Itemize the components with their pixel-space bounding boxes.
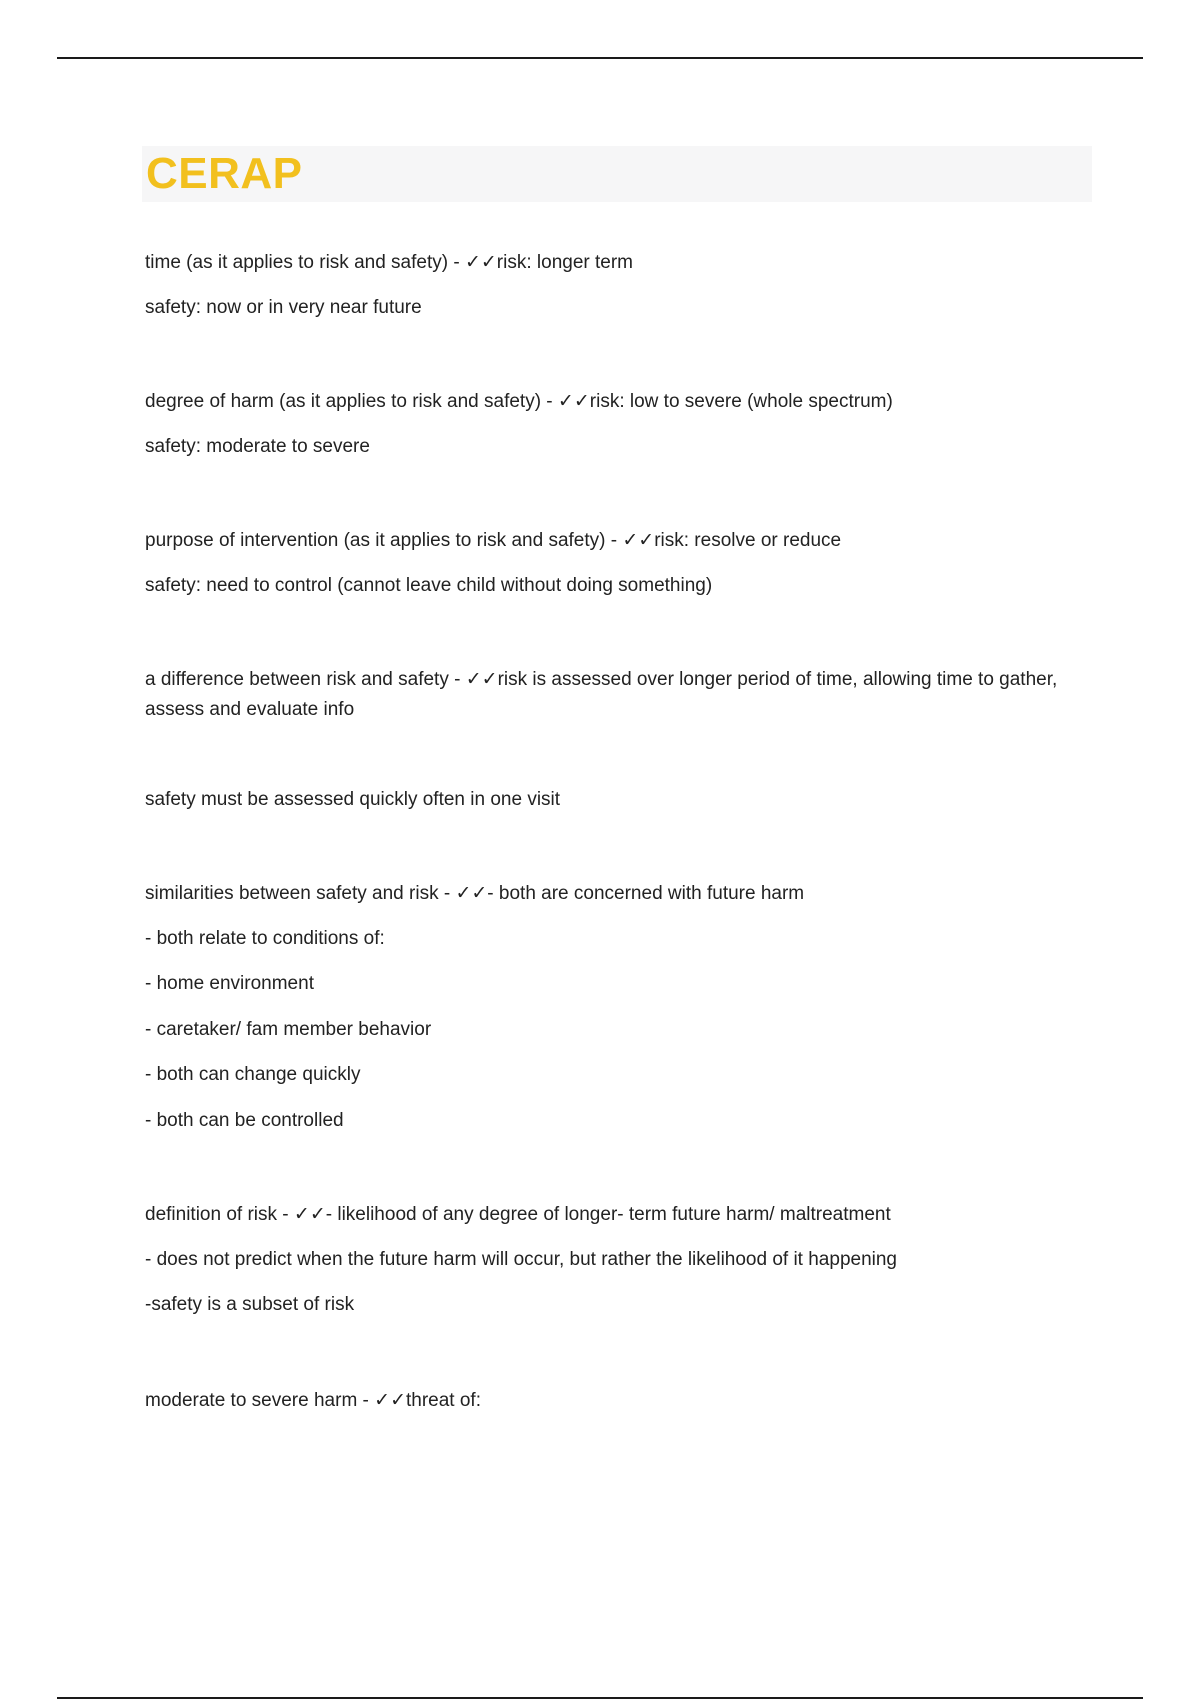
answer-text: risk: longer term [496,252,633,273]
qa-line-difference [145,664,1075,725]
qa-line-degree-of-harm [145,386,893,417]
bottom-divider [57,1697,1143,1699]
checkmark-icon: ✓✓ [465,668,498,690]
text-line: - both can be controlled [145,1110,344,1131]
text-line: - both relate to conditions of: [145,928,385,949]
question-text: definition of risk - [145,1204,294,1225]
text-line: - does not predict when the future harm will occur, but rather the likelihood of it happening [145,1249,897,1270]
text-line: -safety is a subset of risk [145,1294,355,1315]
question-text: time (as it applies to risk and safety) - [145,252,465,273]
answer-text: - both are concerned with future harm [487,883,805,904]
text-line: - home environment [145,973,314,994]
question-text: degree of harm (as it applies to risk and safety) - [145,391,558,412]
text-line: safety: moderate to severe [145,436,370,457]
checkmark-icon: ✓✓ [374,1389,406,1411]
top-divider [57,57,1143,59]
text-line: - caretaker/ fam member behavior [145,1019,432,1040]
checkmark-icon: ✓✓ [464,251,497,273]
document-title: CERAP [146,149,303,198]
checkmark-icon: ✓✓ [557,390,590,412]
checkmark-icon: ✓✓ [622,529,655,551]
text-line: safety: need to control (cannot leave child without doing something) [145,575,713,596]
question-text: moderate to severe harm - [145,1390,375,1411]
text-line: safety: now or in very near future [145,297,422,318]
title-banner [142,146,1092,202]
qa-line-definition-of-risk [145,1199,891,1230]
qa-line-moderate-to-severe-harm [145,1385,481,1416]
answer-text: risk is assessed over longer period of time, allowing time to gather, assess and evaluate info [145,669,1058,720]
qa-line-purpose-of-intervention [145,525,841,556]
checkmark-icon: ✓✓ [293,1203,326,1225]
text-line: - both can change quickly [145,1064,361,1085]
answer-text: risk: low to severe (whole spectrum) [589,391,893,412]
answer-text: threat of: [406,1390,481,1411]
question-text: similarities between safety and risk - [145,883,456,904]
answer-text: risk: resolve or reduce [654,530,842,551]
qa-line-time [145,247,633,278]
text-line: safety must be assessed quickly often in one visit [145,789,561,810]
qa-line-similarities [145,878,804,909]
question-text: purpose of intervention (as it applies to risk and safety) - [145,530,623,551]
checkmark-icon: ✓✓ [455,882,488,904]
question-text: a difference between risk and safety - [145,669,466,690]
answer-text: - likelihood of any degree of longer- term future harm/ maltreatment [325,1204,891,1225]
